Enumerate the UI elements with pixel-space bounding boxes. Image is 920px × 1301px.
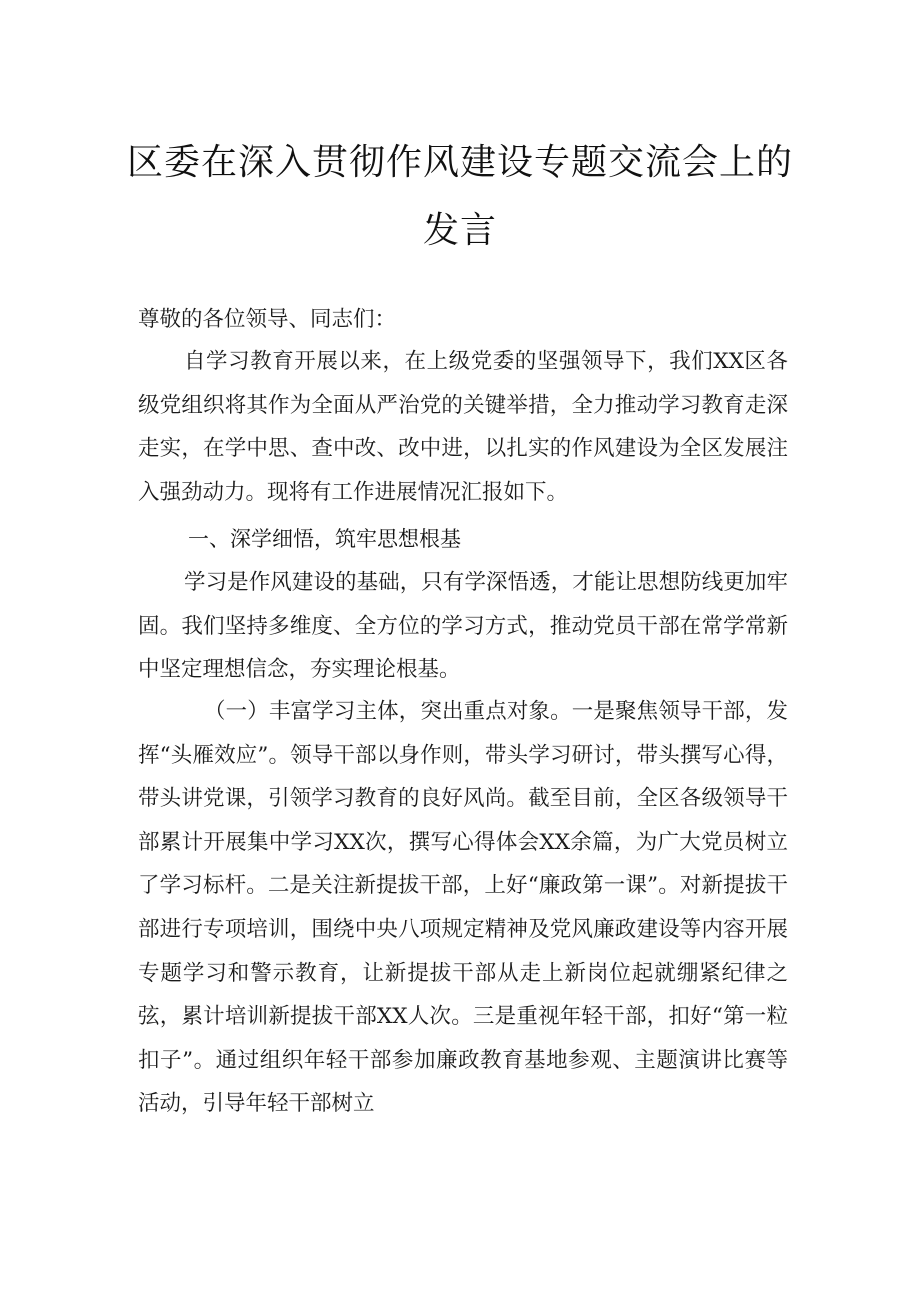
document-title-line-2: 发言 (422, 210, 497, 251)
section-heading: 一、深学细悟，筑牢思想根基 (188, 527, 461, 551)
section-paragraph-1: 学习是作风建设的基础，只有学深悟透，才能让思想防线更加牢固。我们坚持多维度、全方位的学习方式，推动党员干部在常学常新中坚定理想信念，夯实理论根基。 (138, 570, 788, 683)
document-title-line-1: 区委在深入贯彻作风建设专题交流会上的 (126, 142, 793, 183)
greeting: 尊敬的各位领导、同志们： (138, 307, 397, 332)
section-paragraph-2: （一）丰富学习主体，突出重点对象。一是聚焦领导干部，发挥“头雁效应”。领导干部以身作则，带头学习研讨，带头撰写心得，带头讲党课，引领学习教育的良好风尚。截至目前，全区各级领导干部累计开展集中学习XX次，撰写心得体会XX余篇，为广大党员树立了学习标杆。二是关注新提拔干部，上好“廉政第一课”。对新提拔干部进行专项培训，围绕中央八项规定精神及党风廉政建设等内容开展专题学习和警示教育，让新提拔干部从走上新岗位起就绷紧纪律之弦，累计培训新提拔干部XX人次。三是重视年轻干部，扣好“第一粒扣子”。通过组织年轻干部参加廉政教育基地参观、主题演讲比赛等活动，引导年轻干部树立 (138, 699, 788, 1117)
intro-paragraph: 自学习教育开展以来，在上级党委的坚强领导下，我们XX区各级党组织将其作为全面从严治党的关键举措，全力推动学习教育走深走实，在学中思、查中改、改中进，以扎实的作风建设为全区发展注入强劲动力。现将有工作进展情况汇报如下。 (138, 349, 788, 505)
